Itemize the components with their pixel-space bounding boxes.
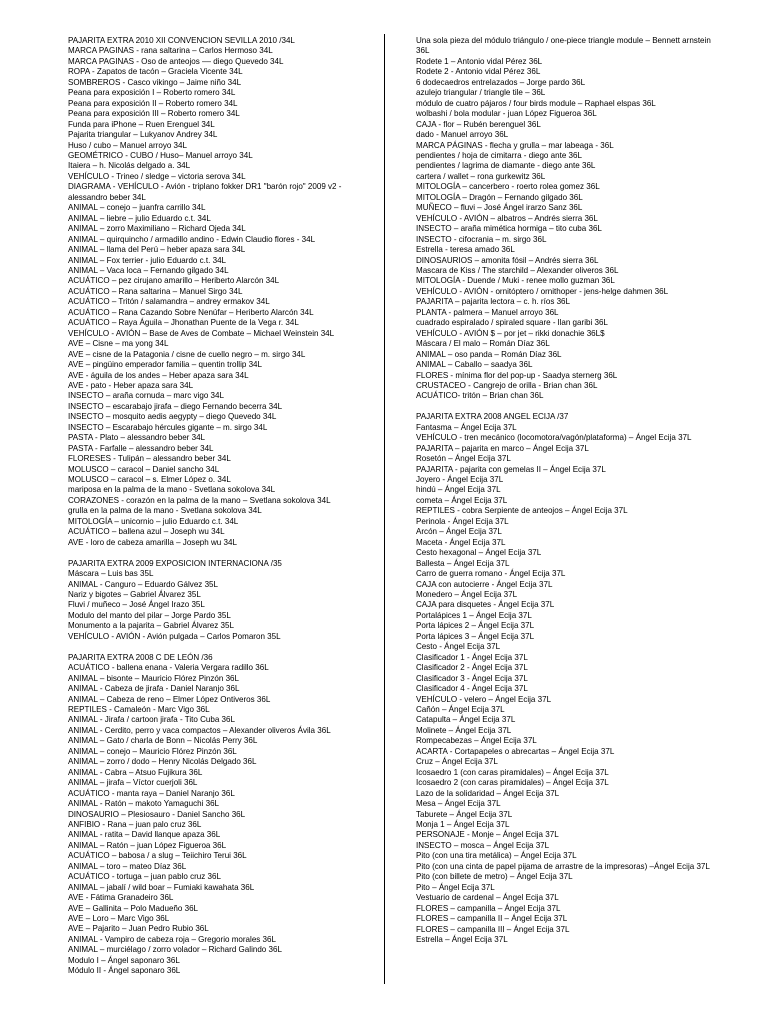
list-item: ANIMAL – jirafa – Víctor cuerjoli 36L (68, 778, 198, 788)
section-title: PAJARITA EXTRA 2008 C DE LEÓN /36 (68, 652, 213, 662)
list-item: INSECTO – araña cornuda – marc vigo 34L (68, 391, 224, 401)
list-item: ANFIBIO - Rana – juan palo cruz 36L (68, 819, 202, 829)
list-item: ANIMAL – Fox terrier - julio Eduardo c.t. 34L (68, 255, 227, 265)
list-item: ANIMAL – liebre – julio Eduardo c.t. 34L (68, 213, 211, 223)
list-item: ANIMAL – zorro Maximiliano – Richard Ojeda 34L (68, 224, 246, 234)
list-item: ACUÁTICO- tritón – Brian chan 36L (416, 391, 544, 401)
list-item: ANIMAL - Canguro – Eduardo Gálvez 35L (68, 579, 218, 589)
list-item: VEHÍCULO - AVIÓN – albatros – Andrés sierra 36L (416, 213, 598, 223)
list-item: ANIMAL – toro – mateo Díaz 36L (68, 861, 187, 871)
section-gap (68, 548, 376, 558)
list-item: ANIMAL – llama del Perú – heber apaza sara 34L (68, 245, 246, 255)
list-item: Monja 1 – Ángel Ecija 37L (416, 819, 510, 829)
list-item: PERSONAJE - Monje – Ángel Ecija 37L (416, 830, 559, 840)
list-item: Máscara / El malo – Román Díaz 36L (416, 339, 550, 349)
list-item: FLORES – campanilla III – Ángel Ecija 37L (416, 924, 570, 934)
list-item: ANIMAL – Caballo – saadya 36L (416, 360, 533, 370)
section-title: PAJARITA EXTRA 2010 XII CONVENCION SEVILLA 2010 /34L (68, 36, 295, 45)
list-item: MOLUSCO – caracol – s. Elmer López o. 34L (68, 475, 231, 485)
list-item: Una sola pieza del módulo triángulo / one-piece triangle module – Bennett arnstein 36L (416, 36, 711, 56)
section-gap (416, 402, 726, 412)
list-item: cometa – Ángel Ecija 37L (416, 495, 508, 505)
list-item: ACUÁTICO – Tritón / salamandra – andrey ermakov 34L (68, 297, 270, 307)
list-item: ANIMAL - Vampiro de cabeza roja – Gregorio morales 36L (68, 934, 276, 944)
section-title: PAJARITA EXTRA 2009 EXPOSICION INTERNACIONA /35 (68, 558, 282, 568)
list-item: FLORESES - Tulipán – alessandro beber 34L (68, 454, 231, 464)
list-item: MOLUSCO – caracol – Daniel sancho 34L (68, 464, 220, 474)
list-item: REPTILES - cobra Serpiente de anteojos – Ángel Ecija 37L (416, 506, 628, 516)
left-column (68, 36, 376, 977)
list-item: Pito (con una tira metálica) – Ángel Ecija 37L (416, 851, 577, 861)
list-item: Clasificador 3 - Ángel Ecija 37L (416, 673, 528, 683)
list-item: ANIMAL – Gato / charla de Bonn – Nicolás Perry 36L (68, 736, 258, 746)
list-item: INSECTO – escarabajo jirafa – diego Fernando becerra 34L (68, 401, 283, 411)
list-item: AVE – Gallinita – Polo Madueño 36L (68, 903, 199, 913)
list-item: Icosaedro 1 (con caras piramidales) – Ángel Ecija 37L (416, 767, 609, 777)
list-item: Vestuario de cardenal – Ángel Ecija 37L (416, 893, 559, 903)
list-item: AVE - Fátima Granadeiro 36L (68, 893, 174, 903)
list-item: ACUÁTICO – ballena azul – Joseph wu 34L (68, 527, 225, 537)
list-item: Mascara de Kiss / The starchild – Alexander oliveros 36L (416, 265, 619, 275)
list-item: INSECTO – araña mimética hormiga – tito cuba 36L (416, 224, 602, 234)
list-item: PAJARITA - pajarita con gemelas II – Ángel Ecija 37L (416, 464, 606, 474)
list-item: DINOSAURIO – Plesiosauro - Daniel Sancho 36L (68, 809, 246, 819)
list-item: CORAZONES - corazón en la palma de la mano – Svetlana sokolova 34L (68, 495, 331, 505)
list-item: ACUÁTICO – Raya Águila – Jhonathan Puente de la Vega r. 34L (68, 318, 299, 328)
list-item: 6 dodecaedros entrelazados – Jorge pardo 36L (416, 77, 586, 87)
list-item: ANIMAL – Vaca loca – Fernando gilgado 34L (68, 265, 229, 275)
list-item: Clasificador 1 - Ángel Ecija 37L (416, 652, 528, 662)
list-item: CAJA para disquetes - Ángel Ecija 37L (416, 600, 555, 610)
list-item: AVE - águila de los andes – Heber apaza sara 34L (68, 370, 249, 380)
section-gap (68, 642, 376, 652)
list-item: dado - Manuel arroyo 36L (416, 130, 509, 140)
list-item: Rodete 2 - Antonio vidal Pérez 36L (416, 67, 541, 77)
list-item: Módulo II - Ángel saponaro 36L (68, 966, 181, 976)
list-item: Pajarita triangular – Lukyanov Andrey 34L (68, 130, 218, 140)
list-item: ACUÁTICO - manta raya – Daniel Naranjo 36L (68, 788, 235, 798)
list-item: wolbashi / bola modular - juan López Figueroa 36L (416, 109, 597, 119)
list-item: CAJA con autocierre - Ángel Ecija 37L (416, 579, 553, 589)
list-item: Fluvi / muñeco – José Ángel Irazo 35L (68, 600, 205, 610)
list-item: Máscara – Luis bas 35L (68, 569, 154, 579)
list-item: Rosetón – Ángel Ecija 37L (416, 454, 511, 464)
list-item: Perinola - Ángel Ecija 37L (416, 516, 509, 526)
list-item: grulla en la palma de la mano - Svetlana sokolova 34L (68, 506, 262, 516)
list-item: ANIMAL – oso panda – Román Díaz 36L (416, 349, 562, 359)
list-item: Pito (con una cinta de papel pijama de arrastre de la impresoras) –Ángel Ecija 37L (416, 861, 710, 871)
list-item: AVE – Pajarito – Juan Pedro Rubio 36L (68, 924, 209, 934)
list-item: ANIMAL – zorro / dodo – Henry Nicolás Delgado 36L (68, 757, 257, 767)
list-item: ANIMAL – jabalí / wild boar – Fumiaki kawahata 36L (68, 882, 255, 892)
list-item: ANIMAL – bisonte – Mauricio Flórez Pinzón 36L (68, 673, 240, 683)
list-item: Pito – Ángel Ecija 37L (416, 882, 495, 892)
list-item: PAJARITA – pajarita lectora – c. h. ríos 36L (416, 297, 571, 307)
list-item: ACUÁTICO - tortuga – juan pablo cruz 36L (68, 872, 221, 882)
list-item: MARCA PAGINAS - rana saltarina – Carlos Hermoso 34L (68, 46, 273, 56)
list-item: ANIMAL - Cerdito, perro y vaca compactos – Alexander oliveros Ávila 36L (68, 725, 331, 735)
list-item: Clasificador 2 - Ángel Ecija 37L (416, 663, 528, 673)
list-item: Cañón – Ángel Ecija 37L (416, 704, 505, 714)
list-item: CRUSTACEO - Cangrejo de orilla - Brian chan 36L (416, 380, 598, 390)
list-item: Porta lápices 2 – Ángel Ecija 37L (416, 621, 535, 631)
list-item: Taburete – Ángel Ecija 37L (416, 809, 513, 819)
list-item: MARCA PÁGINAS - flecha y grulla – mar labeaga - 36L (416, 140, 614, 150)
list-item: Porta lápices 3 – Ángel Ecija 37L (416, 631, 535, 641)
list-item: INSECTO - cifocrania – m. sirgo 36L (416, 234, 547, 244)
list-item: Cesto hexagonal – Ángel Ecija 37L (416, 548, 542, 558)
list-item: Modulo del manto del pilar – Jorge Pardo 35L (68, 610, 231, 620)
list-item: ANIMAL - ratita – David llanque apaza 36L (68, 830, 221, 840)
list-item: ANIMAL – murciélago / zorro volador – Richard Galindo 36L (68, 945, 282, 955)
list-item: ANIMAL - Cabra – Atsuo Fujikura 36L (68, 767, 203, 777)
list-item: CAJA - flor – Rubén berenguel 36L (416, 119, 541, 129)
list-item: Joyero - Ángel Ecija 37L (416, 475, 504, 485)
list-item: ACUÁTICO – pez cirujano amarillo – Heriberto Alarcón 34L (68, 276, 280, 286)
list-item: mariposa en la palma de la mano - Svetlana sokolova 34L (68, 485, 276, 495)
list-item: Lazo de la solidaridad – Ángel Ecija 37L (416, 788, 560, 798)
list-item: Arcón – Ángel Ecija 37L (416, 527, 502, 537)
list-item: Catapulta – Ángel Ecija 37L (416, 715, 516, 725)
list-item: ACARTA - Cortapapeles o abrecartas – Ángel Ecija 37L (416, 746, 615, 756)
list-item: ANIMAL - Jirafa / cartoon jirafa - Tito Cuba 36L (68, 715, 235, 725)
right-column (416, 36, 726, 945)
list-item: MITOLOGÍA – unicornio – julio Eduardo c.t. 34L (68, 516, 239, 526)
list-item: MARCA PAGINAS - Oso de anteojos –– diego Quevedo 34L (68, 56, 284, 66)
list-item: Carro de guerra romano - Ángel Ecija 37L (416, 569, 566, 579)
list-item: MITOLOGÍA – cancerbero - roerto rolea gomez 36L (416, 182, 600, 192)
list-item: AVE – Loro – Marc Vigo 36L (68, 914, 170, 924)
list-item: PASTA - Plato – alessandro beber 34L (68, 433, 206, 443)
list-item: ANIMAL - Ratón – makoto Yamaguchi 36L (68, 799, 220, 809)
list-item: VEHÍCULO - AVIÓN - Avión pulgada – Carlos Pomaron 35L (68, 631, 281, 641)
list-item: Molinete – Ángel Ecija 37L (416, 725, 512, 735)
list-item: ANIMAL – Cabeza de reno – Elmer López Ontiveros 36L (68, 694, 271, 704)
list-item: Ballesta – Ángel Ecija 37L (416, 558, 510, 568)
list-item: ANIMAL – quirquincho / armadillo andino - Edwin Claudio flores - 34L (68, 234, 316, 244)
list-item: ANIMAL - Cabeza de jirafa - Daniel Naranjo 36L (68, 684, 240, 694)
list-item: hindú – Ángel Ecija 37L (416, 485, 501, 495)
list-item: Cesto - Ángel Ecija 37L (416, 642, 501, 652)
list-item: REPTILES - Camaleón - Marc Vigo 36L (68, 704, 210, 714)
list-item: VEHÍCULO - velero – Ángel Ecija 37L (416, 694, 552, 704)
list-item: INSECTO – Escarabajo hércules gigante – m. sirgo 34L (68, 422, 268, 432)
section-title: PAJARITA EXTRA 2008 ANGEL ECIJA /37 (416, 412, 569, 422)
list-item: FLORES - mínima flor del pop-up - Saadya sternerg 36L (416, 370, 618, 380)
list-item: Nariz y bigotes – Gabriel Álvarez 35L (68, 590, 201, 599)
list-item: ACUÁTICO – Rana saltarina – Manuel Sirgo 34L (68, 286, 243, 296)
list-item: Pito (con billete de metro) – Ángel Ecija 37L (416, 872, 573, 882)
list-item: ANIMAL – Ratón – juan López Figueroa 36L (68, 840, 227, 850)
list-item: AVE - loro de cabeza amarilla – Joseph wu 34L (68, 537, 237, 547)
list-item: pendientes / lagrima de diamante - diego ante 36L (416, 161, 596, 171)
list-item: Monumento a la pajarita – Gabriel Álvarez 35L (68, 621, 234, 631)
list-item: Portalápices 1 – Ángel Ecija 37L (416, 610, 532, 620)
list-item: Fantasma – Ángel Ecija 37L (416, 422, 517, 432)
list-item: FLORES – campanilla – Ángel Ecija 37L (416, 903, 561, 913)
list-item: INSECTO – mosquito aedis aegypty – diego Quevedo 34L (68, 412, 277, 422)
list-item: Mesa – Ángel Ecija 37L (416, 799, 501, 809)
list-item: Estrella - teresa amado 36L (416, 245, 515, 255)
list-item: cartera / wallet – rona gurkewitz 36L (416, 171, 546, 181)
list-item: Peana para exposición II – Roberto romero 34L (68, 98, 238, 108)
list-item: DINOSAURIOS – amonita fósil – Andrés sierra 36L (416, 255, 599, 265)
list-item: Cruz – Ángel Ecija 37L (416, 757, 498, 767)
list-item: azulejo triangular / triangle tile – 36L (416, 88, 546, 98)
list-item: INSECTO – mosca – Ángel Ecija 37L (416, 840, 550, 850)
list-item: AVE – Cisne – ma yong 34L (68, 339, 169, 349)
list-item: Icosaedro 2 (con caras piramidales) – Ángel Ecija 37L (416, 778, 609, 788)
list-item: ACUÁTICO – Rana Cazando Sobre Nenúfar – Heriberto Alarcón 34L (68, 307, 314, 317)
list-item: Estrella – Ángel Ecija 37L (416, 934, 508, 944)
column-divider (384, 34, 385, 984)
list-item: Peana para exposición III – Roberto romero 34L (68, 109, 240, 119)
list-item: Monedero – Ángel Ecija 37L (416, 590, 518, 599)
list-item: DIAGRAMA - VEHÍCULO - Avión - triplano fokker DR1 "barón rojo" 2009 v2 - alessandro beber 34L (68, 182, 342, 202)
list-item: Rompecabezas – Ángel Ecija 37L (416, 736, 537, 746)
list-item: AVE – cisne de la Patagonia / cisne de cuello negro – m. sirgo 34L (68, 349, 306, 359)
list-item: FLORES – campanilla II – Ángel Ecija 37L (416, 914, 568, 924)
list-item: ROPA - Zapatos de tacón – Graciela Vicente 34L (68, 67, 243, 77)
list-item: GEOMÉTRICO - CUBO / Huso– Manuel arroyo 34L (68, 150, 253, 160)
list-item: ACUÁTICO – babosa / a slug – Teiichiro Terui 36L (68, 851, 247, 861)
list-item: PLANTA - palmera – Manuel arroyo 36L (416, 307, 559, 317)
list-item: ACUÁTICO - ballena enana - Valeria Vergara radillo 36L (68, 663, 269, 673)
list-item: MITOLOGÍA – Dragón – Fernando gilgado 36L (416, 192, 583, 202)
list-item: VEHÍCULO - AVIÓN – Base de Aves de Combate – Michael Weinstein 34L (68, 328, 335, 338)
list-item: ANIMAL – conejo – juanfra carrillo 34L (68, 203, 206, 213)
list-item: VEHÍCULO - tren mecánico (locomotora/vagón/plataforma) – Ángel Ecija 37L (416, 433, 692, 443)
list-item: VEHÍCULO - AVIÓN $ – por jet – rikki donachie 36L$ (416, 328, 605, 338)
list-item: VEHÍCULO - Trineo / sledge – victoria serova 34L (68, 171, 246, 181)
list-item: MUÑECO – fluvi – José Ángel irarzo Sanz 36L (416, 203, 583, 213)
list-item: AVE – pingüino emperador familia – quentin trollip 34L (68, 360, 262, 370)
list-item: módulo de cuatro pájaros / four birds module – Raphael elspas 36L (416, 98, 656, 108)
list-item: pendientes / hoja de cimitarra - diego ante 36L (416, 150, 582, 160)
list-item: PAJARITA – pajarita en marco – Ángel Ecija 37L (416, 443, 589, 453)
list-item: ANIMAL – conejo – Mauricio Flórez Pinzón 36L (68, 746, 237, 756)
list-item: Huso / cubo – Manuel arroyo 34L (68, 140, 187, 150)
list-item: SOMBREROS - Casco vikingo – Jaime niño 34L (68, 77, 242, 87)
list-item: PASTA - Farfalle – alessandro beber 34L (68, 443, 214, 453)
list-item: cuadrado espiralado / spiraled square - llan garibi 36L (416, 318, 608, 328)
list-item: Clasificador 4 - Ángel Ecija 37L (416, 684, 528, 694)
list-item: Rodete 1 – Antonio vidal Pérez 36L (416, 56, 543, 66)
list-item: MITOLOGÍA - Duende / Muki - renee mollo guzman 36L (416, 276, 615, 286)
list-item: Modulo I – Ángel saponaro 36L (68, 955, 180, 965)
list-item: Itaiera – h. Nicolás delgado a. 34L (68, 161, 191, 171)
list-item: AVE - pato - Heber apaza sara 34L (68, 380, 194, 390)
list-item: Maceta - Ángel Ecija 37L (416, 537, 506, 547)
list-item: Peana para exposición I – Roberto romero 34L (68, 88, 236, 98)
list-item: Funda para iPhone – Ruen Erenguel 34L (68, 119, 215, 129)
list-item: VEHÍCULO - AVIÓN - ornitóptero / ornithoper - jens-helge dahmen 36L (416, 286, 669, 296)
